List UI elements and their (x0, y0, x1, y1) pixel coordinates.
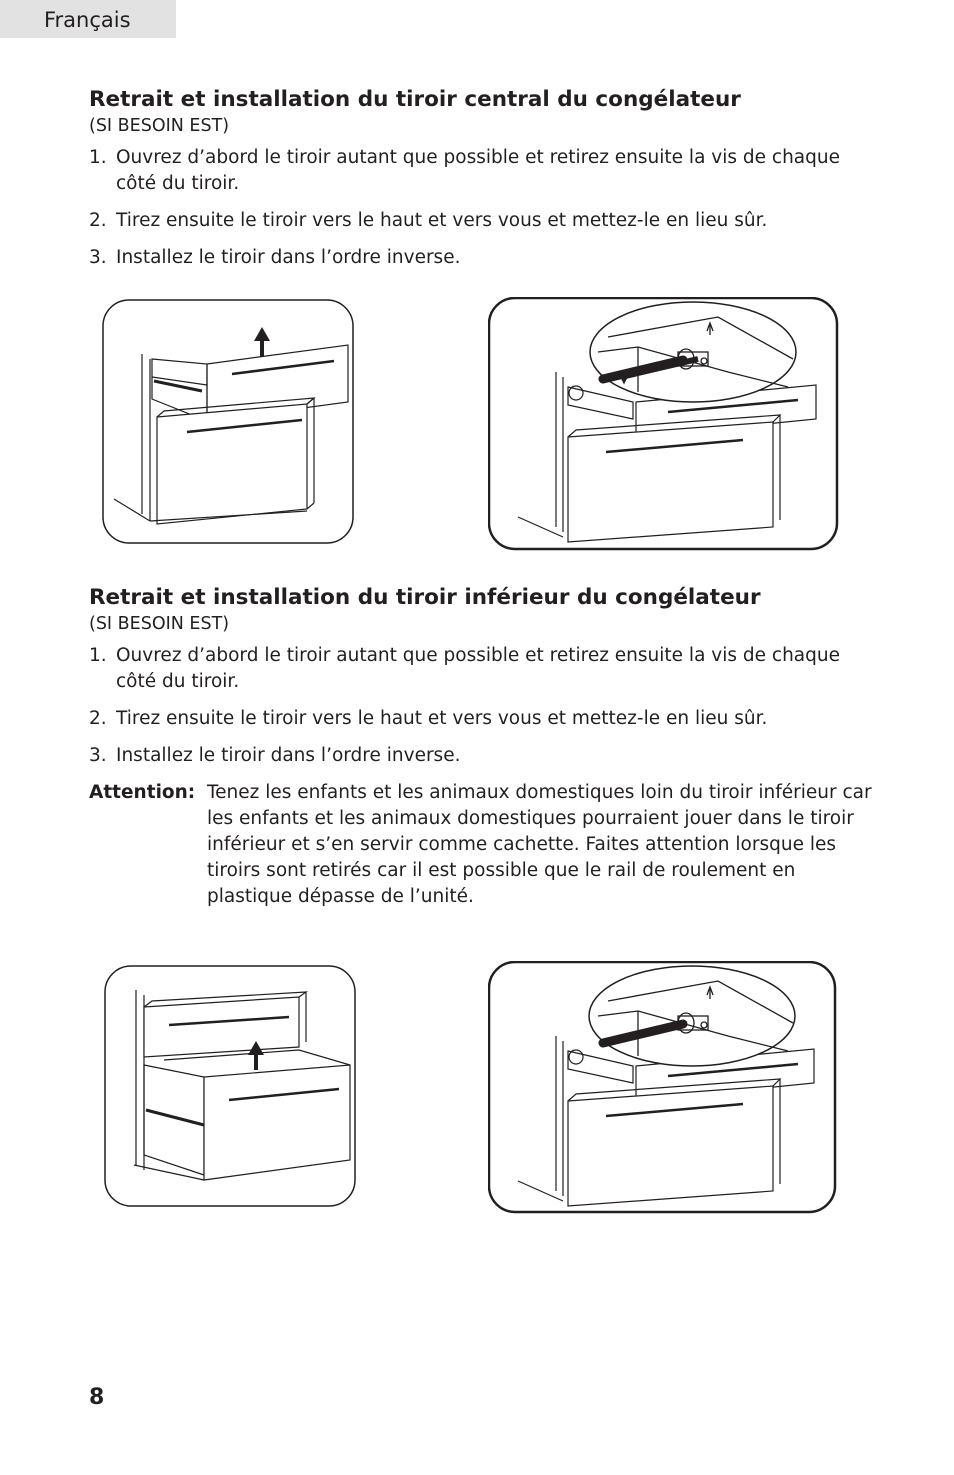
step-number: 3. (89, 745, 107, 766)
step-number: 2. (89, 210, 107, 231)
attention-note (89, 780, 879, 910)
step-item (89, 743, 879, 769)
step-item (89, 208, 879, 234)
section-subtitle: (SI BESOIN EST) (89, 116, 230, 136)
section-subtitle: (SI BESOIN EST) (89, 614, 230, 634)
step-item (89, 643, 879, 695)
step-text: Ouvrez d’abord le tiroir autant que possible et retirez ensuite la vis de chaque côté du tiroir. (116, 147, 840, 194)
section-title: Retrait et installation du tiroir inférieur du congélateur (89, 585, 761, 610)
step-item (89, 245, 879, 271)
step-text: Installez le tiroir dans l’ordre inverse. (116, 745, 461, 766)
step-number: 3. (89, 247, 107, 268)
illustration-bottom-drawer-lift (104, 965, 358, 1209)
steps-list (89, 145, 879, 271)
steps-list (89, 643, 879, 769)
illustration-middle-drawer-lift (102, 299, 356, 547)
step-text: Ouvrez d’abord le tiroir autant que possible et retirez ensuite la vis de chaque côté du tiroir. (116, 645, 840, 692)
step-item (89, 706, 879, 732)
step-text: Tirez ensuite le tiroir vers le haut et vers vous et mettez-le en lieu sûr. (116, 210, 768, 231)
step-item (89, 145, 879, 197)
section-title: Retrait et installation du tiroir central du congélateur (89, 87, 741, 112)
step-number: 1. (89, 645, 107, 666)
illustration-screw-removal-detail-bottom (488, 961, 838, 1215)
step-number: 1. (89, 147, 107, 168)
language-tab: Français (0, 0, 176, 38)
page-number: 8 (89, 1385, 105, 1410)
section-middle-drawer (89, 86, 879, 282)
illustration-screw-removal-detail (488, 297, 840, 553)
attention-text: Tenez les enfants et les animaux domestiques loin du tiroir inférieur car les enfants et les animaux domestiques pourraient jouer dans le tiroir inférieur et s’en servir comme cachette. Faites attention lorsque les tiroirs sont retirés car il est possible que le rail de roulement en plastique dépasse de l’unité. (207, 782, 872, 907)
step-text: Installez le tiroir dans l’ordre inverse. (116, 247, 461, 268)
step-number: 2. (89, 708, 107, 729)
attention-label: Attention: (89, 782, 196, 803)
step-text: Tirez ensuite le tiroir vers le haut et vers vous et mettez-le en lieu sûr. (116, 708, 768, 729)
section-bottom-drawer (89, 584, 879, 910)
